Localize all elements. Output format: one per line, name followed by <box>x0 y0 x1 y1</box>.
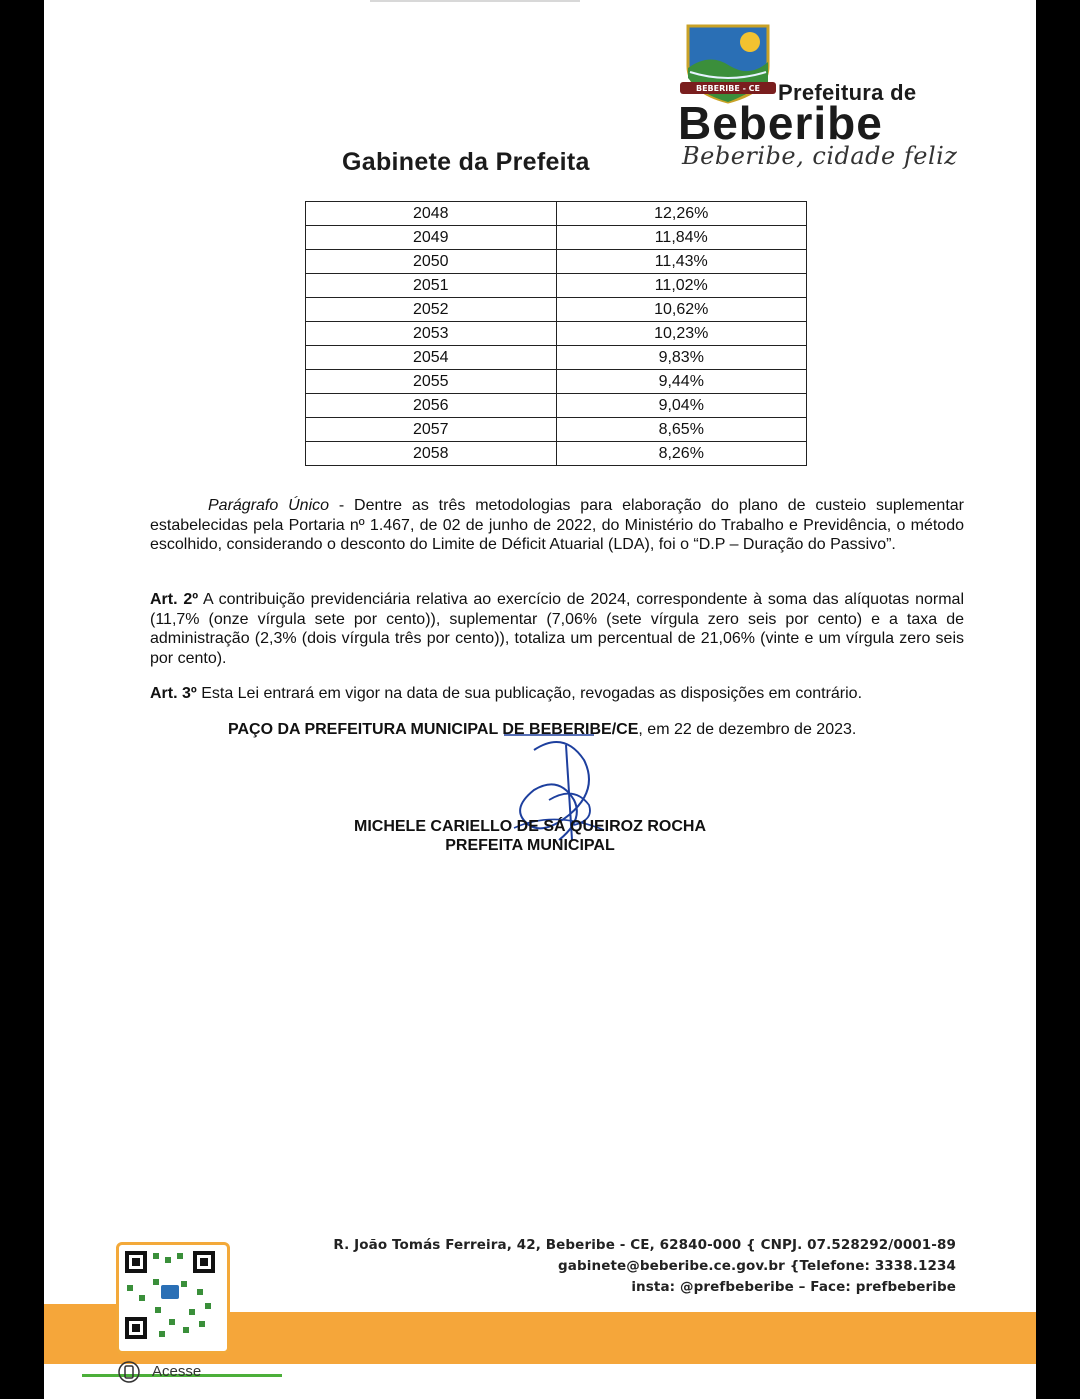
rates-year-cell: 2053 <box>306 322 557 346</box>
footer-band-gap <box>226 1304 1036 1312</box>
article-2 <box>150 590 964 668</box>
footer-social: insta: @prefbeberibe – Face: prefbeberibe <box>631 1279 956 1295</box>
signer-block <box>324 817 736 855</box>
rates-rate-cell: 8,65% <box>556 418 807 442</box>
article-2-label: Art. 2º <box>150 591 199 608</box>
paragrafo-unico-label: Parágrafo Único <box>208 497 330 514</box>
office-title: Gabinete da Prefeita <box>342 148 590 176</box>
rates-table-row <box>306 442 807 466</box>
closing-date: , em 22 de dezembro de 2023. <box>638 721 857 738</box>
svg-text:BEBERIBE - CE: BEBERIBE - CE <box>695 84 761 93</box>
signer-name: MICHELE CARIELLO DE SÁ QUEIROZ ROCHA <box>353 818 706 835</box>
rates-table <box>305 201 807 466</box>
rates-rate-cell: 9,44% <box>556 370 807 394</box>
paragrafo-unico-text: - Dentre as três metodologias para elaboração do plano de custeio suplementar estabelecidas pela Portaria nº 1.467, de 02 de junho de 2022, do Ministério do Trabalho e Previdência, o método escolhido, considerando o desconto do Limite de Déficit Atuarial (LDA), foi o “D.P – Duração do Passivo”. <box>150 497 964 553</box>
footer-email-phone: gabinete@beberibe.ce.gov.br {Telefone: 3338.1234 <box>558 1258 956 1274</box>
rates-table-row <box>306 394 807 418</box>
footer-contact-block <box>333 1235 956 1298</box>
rates-year-cell: 2049 <box>306 226 557 250</box>
rates-year-cell: 2056 <box>306 394 557 418</box>
rates-table-row <box>306 250 807 274</box>
paragrafo-unico <box>150 496 964 555</box>
qr-code-icon <box>119 1245 221 1345</box>
city-crest-logo <box>680 22 776 104</box>
rates-table-row <box>306 418 807 442</box>
rates-rate-cell: 9,04% <box>556 394 807 418</box>
rates-table-row <box>306 274 807 298</box>
rates-table-row <box>306 298 807 322</box>
qr-acesse-label: Acesse <box>152 1363 202 1380</box>
rates-rate-cell: 11,02% <box>556 274 807 298</box>
rates-rate-cell: 12,26% <box>556 202 807 226</box>
rates-table-row <box>306 370 807 394</box>
rates-year-cell: 2055 <box>306 370 557 394</box>
rates-year-cell: 2057 <box>306 418 557 442</box>
city-slogan: Beberibe, cidade feliz <box>682 142 958 170</box>
rates-year-cell: 2050 <box>306 250 557 274</box>
rates-table-row <box>306 346 807 370</box>
article-3 <box>150 684 964 704</box>
rates-table-row <box>306 226 807 250</box>
rates-year-cell: 2054 <box>306 346 557 370</box>
signer-title: PREFEITA MUNICIPAL <box>445 837 615 854</box>
rates-rate-cell: 11,43% <box>556 250 807 274</box>
article-2-text: A contribuição previdenciária relativa ao exercício de 2024, correspondente à soma das alíquotas normal (11,7% (onze vírgula sete por cento)), suplementar (7,06% (sete vírgula zero seis por cento) e a taxa de administração (2,3% (dois vírgula três por cento)), totaliza um percentual de 21,06% (vinte e um vírgula zero seis por cento). <box>150 591 965 667</box>
article-3-label: Art. 3º <box>150 685 197 702</box>
phone-icon <box>118 1361 140 1383</box>
footer-address: R. João Tomás Ferreira, 42, Beberibe - CE, 62840-000 { CNPJ. 07.528292/0001-89 <box>333 1237 956 1253</box>
rates-rate-cell: 11,84% <box>556 226 807 250</box>
rates-year-cell: 2058 <box>306 442 557 466</box>
city-name: Beberibe <box>678 97 883 149</box>
scan-edge <box>370 0 580 2</box>
rates-rate-cell: 10,23% <box>556 322 807 346</box>
qr-code[interactable] <box>116 1242 230 1354</box>
rates-rate-cell: 9,83% <box>556 346 807 370</box>
rates-table-row <box>306 202 807 226</box>
document-page <box>44 0 1036 1399</box>
rates-year-cell: 2051 <box>306 274 557 298</box>
rates-rate-cell: 8,26% <box>556 442 807 466</box>
rates-year-cell: 2052 <box>306 298 557 322</box>
prefeitura-de-label: Prefeitura de <box>778 80 917 105</box>
rates-table-row <box>306 322 807 346</box>
rates-year-cell: 2048 <box>306 202 557 226</box>
article-3-text: Esta Lei entrará em vigor na data de sua publicação, revogadas as disposições em contrário. <box>196 685 863 702</box>
closing-place: PAÇO DA PREFEITURA MUNICIPAL DE BEBERIBE/CE <box>228 721 639 738</box>
rates-rate-cell: 10,62% <box>556 298 807 322</box>
